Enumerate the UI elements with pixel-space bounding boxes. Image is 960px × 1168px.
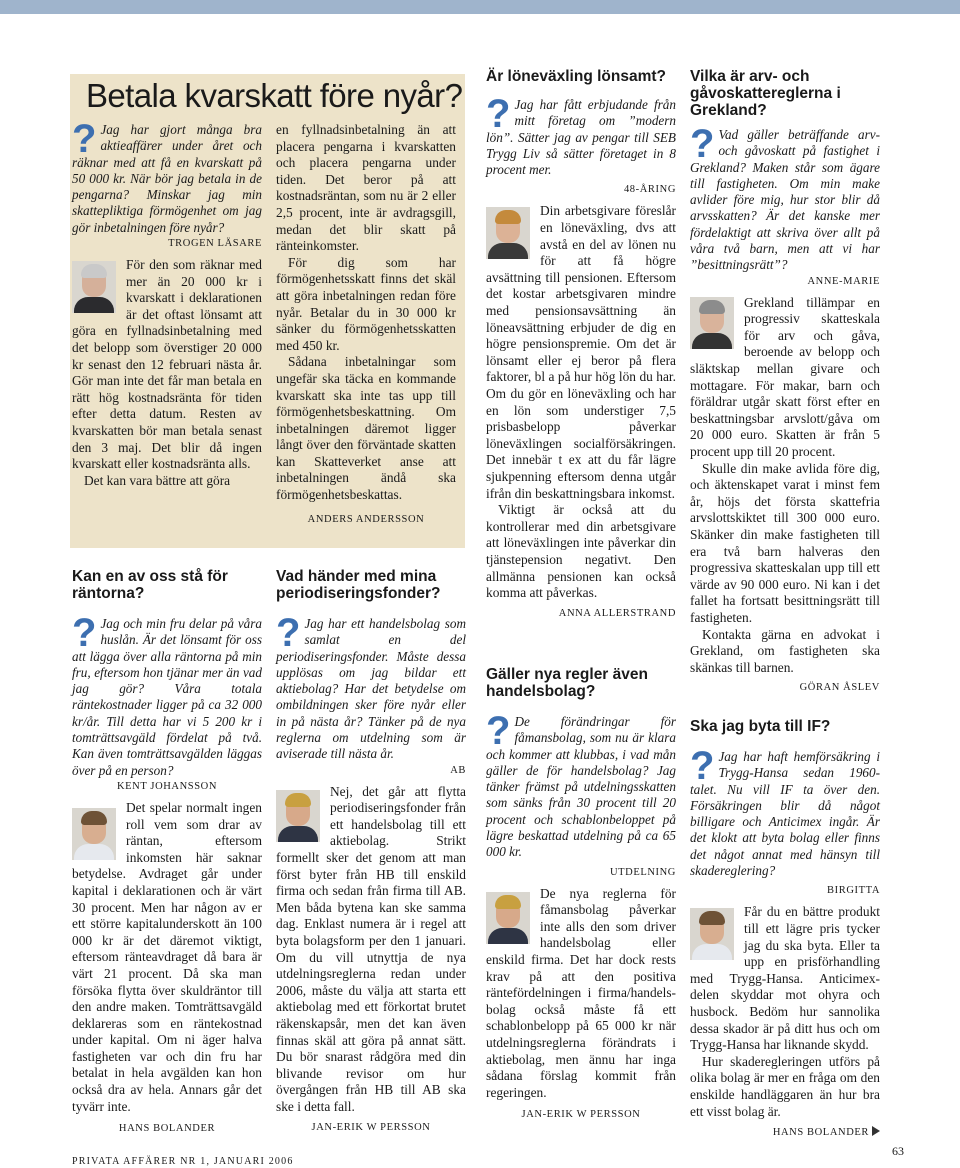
article-3-answer: Nej, det går att flytta periodiseringsfonder från ett handelsbolag till ett aktiebolag. Strikt formellt sker det genom att man först byter från HB till enskild firma och sedan från firma till AB. Men båda bytena kan ske samma dag. Enklast numera är i regel att byta bolagsform per den 1 januari. Om du vill utnyttja de nya utdelningsreglerna redan under 2006, måste du välja att starta ett aktiebolag med ett förkortat brutet räkenskapsår, men det kan även finnas skäl att göra på annat sätt. Du bör snarast rådgöra med din blivande revisor om hur övergången från HB till AB ska ske i detta fall. <box>276 783 466 1114</box>
expert-portrait-photo <box>486 207 530 259</box>
article-5-question: ? De förändringar för fåmansbolag, som nu är klara och kommer att klubbas, i vad mån gäller de för handelsbolag? Jag tänker främst på utdelningsskatten som sänks från 30 procent till 20 procent och schablonbeloppet på lägre beskattad utdelning på ca 65 000 kr. <box>486 709 676 860</box>
article-7-author-name: HANS BOLANDER <box>772 1127 869 1139</box>
article-4 <box>486 68 676 627</box>
article-3-question: ? Jag har ett handelsbolag som samlat en del periodiseringsfonder. Måste dessa upplösas om jag bildar ett aktiebolag? Har det betydelse om ombildningen sker före nyår eller in på nästa år? Tänker på de nya reglerna om utdelning som är aviserade till nästa år. <box>276 611 466 762</box>
article-5-asker: UTDELNING <box>609 866 676 878</box>
article-1-question: ? Jag har gjort många bra aktieaffärer under året och räknar med att få en kvarskatt på 50 000 kr. När bör jag betala in de pengarna? Minskar jag min skattepliktiga förmögenhet om jag gör inbetalningen före nyår? <box>72 117 262 235</box>
top-color-bar <box>0 0 960 14</box>
article-1-answer-b: Det kan vara bättre att göra <box>84 472 231 488</box>
expert-portrait-photo <box>276 790 320 842</box>
article-5-author: JAN-ERIK W PERSSON <box>521 1109 641 1121</box>
question-mark-icon: ? <box>486 709 511 753</box>
article-2 <box>72 568 262 1142</box>
article-6-answer-c: Kontakta gärna en advokat i Grekland, om fastigheten ska skänkas till barnen. <box>690 626 880 675</box>
article-4-heading: Är löneväxling lönsamt? <box>486 68 667 85</box>
article-7-asker: BIRGITTA <box>827 885 880 897</box>
question-mark-icon: ? <box>276 611 301 655</box>
expert-portrait-photo <box>690 297 734 349</box>
article-1-col-a <box>72 117 262 489</box>
article-4-answer-a: Din arbetsgivare föreslår en löneväxling, dvs att avstå en del av lönen nu för att få högre avsättning till pensionen. Eftersom det kostar arbetsgivaren mindre med pensionsavsättning än löneavsättning erbjuder de dig en högre pensionspremie. Om det är lönsamt eller ej beror på flera faktorer, bl a på hur hög lön du har. Om du gör en löneväxling och har en lön som understiger 7,5 prisbasbelopp påverkar löneväxlingen socialförsäkringen. Det innebär t ex att du får lägre sjukpenning eftersom denna utgår ifrån din beskattningsbara inkomst. <box>486 203 676 501</box>
article-4-question: ? Jag har fått erbjudande från mitt företag om ”modern lön”. Sätter jag av pengar till SEB Trygg Liv så sätter företaget in 8 procent mer. <box>486 92 676 178</box>
article-6-author: GÖRAN ÅSLEV <box>799 682 880 694</box>
expert-portrait-photo <box>486 892 530 944</box>
article-2-answer: Det spelar normalt ingen roll vem som drar av räntan, eftersom inkomsten här saknar betydelse. Avdraget går under kapital i deklarationen och är värt 30 procent. Men har någon av er ett större kapitalunderskott än 100 000 kr är det däremot viktigt, eftersom ränteavdraget då bara är värt 21 procent. Då ska man försöka flytta över skuldräntor till den andre maken. Tomträttsavgäld deklareras som en räntekostnad under kapital. Om ni äger halva fastigheten var och din fru har betalat in hela avgälden kan hon också dra av hela. Annars går det tyvärr inte. <box>72 799 262 1114</box>
article-4-answer-b: Viktigt är också att du kontrollerar med din arbetsgivare att löneväxlingen inte påverkar din tjänstepension negativt. Den allmänna pensionen kan också komma att påverkas. <box>486 502 676 601</box>
article-1-answer-a: För den som räknar med mer än 20 000 kr i kvarskatt i deklarationen är det oftast lönsamt att göra en fyllnadsinbetalning med det belopp som överstiger 20 000 kr senast den 12 februari nästa år. Gör man inte det får man betala en rätt hög kostnadsränta för tiden efter detta datum. Resten av kvarskatten bör man betala senast den 3 maj. Det blir då ingen kvarskatt eller kostnadsränta alls. <box>72 257 262 472</box>
article-2-question: ? Jag och min fru delar på våra huslån. Är det lönsamt för oss att lägga över alla räntorna på min fru, eftersom hon tjänar mer än vad jag gör? Våra totala räntekostnader ligger på ca 32 000 kr/år. Till detta har vi 5 200 kr i tomträttsavgäld fördelat på två. Kan även tomträttsavgälden läggas över på en person? <box>72 611 262 778</box>
article-7-answer-a: Får du en bättre produkt till ett lägre pris tycker jag du ska byta. Eller ta upp en prisförhandling med Trygg-Hansa. Anticimex-delen skyddar mot ohyra och husbock. Bedöm hur sannolika dessa skador är på ditt hus och om Trygg-Hansa har liknande skydd. <box>690 904 880 1053</box>
question-mark-icon: ? <box>690 122 715 166</box>
article-7-question: ? Jag har haft hemförsäkring i Trygg-Hansa sedan 1960-talet. Nu vill IF ta över den. Försäkringen blir då något billigare och Anticimex ingår. Är det klokt att byta bolag eller finns det något annat med hänsyn till skadereglering? <box>690 744 880 879</box>
page-number: 63 <box>892 1144 904 1158</box>
question-mark-icon: ? <box>486 92 511 136</box>
page-title: Betala kvarskatt före nyår? <box>86 77 463 114</box>
article-1-author: ANDERS ANDERSSON <box>307 513 425 525</box>
expert-portrait-photo <box>690 908 734 960</box>
article-1-answer-e: Sådana inbetalningar som ungefär ska täcka en kommande kvarskatt ska inte tas upp till förmögenhetsbeskattning. Om inbetalningen däremot ligger långt över den förväntade skatten kan Skatteverket anse att inbetalningen ändå ska förmögenhetsbeskattas. <box>276 354 456 503</box>
article-7-heading: Ska jag byta till IF? <box>690 718 831 735</box>
publication-footer: PRIVATA AFFÄRER NR 1, JANUARI 2006 <box>72 1156 294 1167</box>
article-4-author: ANNA ALLERSTRAND <box>558 607 676 619</box>
article-1-answer-d: För dig som har förmögenhetsskatt finns det skäl att göra inbetalningen redan före nyår. Betalar du in 30 000 kr sänker du förmögenhetsskatten med 450 kr. <box>276 254 456 353</box>
question-mark-icon: ? <box>72 117 97 161</box>
article-5-heading: Gäller nya regler även handelsbolag? <box>486 666 648 700</box>
question-mark-icon: ? <box>72 611 97 655</box>
article-7-answer-b: Hur skaderegleringen utförs på olika bolag är mer en fråga om den enskilde handläggaren än hur bra ett visst bolag är. <box>690 1053 880 1119</box>
article-2-heading: Kan en av oss stå för räntorna? <box>72 568 228 602</box>
article-2-asker: KENT JOHANSSON <box>116 780 218 792</box>
article-4-asker: 48-ÅRING <box>623 184 676 196</box>
article-1-answer-c: en fyllnadsinbetalning än att placera pengarna i kvarskatten och placera pengarna under tiden. Det beror på att kostnadsräntan, som nu är 2 eller 2,5 procent, inte är avdragsgill, medan det blir skatt på ränteinkomster. <box>276 122 456 254</box>
article-7-author <box>690 1126 880 1138</box>
expert-portrait-photo <box>72 261 116 313</box>
end-mark-icon <box>872 1126 880 1136</box>
article-6-heading: Vilka är arv- och gåvoskattereglerna i Grekland? <box>690 68 841 119</box>
article-6-asker: ANNE-MARIE <box>807 275 880 287</box>
article-3-heading: Vad händer med mina periodiseringsfonder? <box>276 568 441 602</box>
article-1-col-b <box>276 122 456 533</box>
article-6-answer-a: Grekland tillämpar en progressiv skatteskala för arv och gåva, beroende av belopp och släktskap mellan givare och mottagare. För makar, barn och föräldrar utgår skatt först efter en beskattningsbar arvslott/gåva om 20 000 euro. Skatten är från 5 procent upp till 20 procent. <box>690 294 880 460</box>
article-2-author: HANS BOLANDER <box>118 1123 216 1135</box>
article-3-asker: AB <box>450 764 466 776</box>
article-7 <box>690 718 880 1146</box>
article-5 <box>486 666 676 1128</box>
article-6-answer-b: Skulle din make avlida före dig, och äktenskapet varat i minst fem år, höjs det första skattefria arvslottskiktet till 300 000 euro. Skänker din make fastigheten till era två barn halveras den progressiva skatteskalan upp till ett värde av 90 000 euro. Ni kan i det fallet ha fortsatt besittningsrätt till fastigheten. <box>690 460 880 625</box>
article-3-author: JAN-ERIK W PERSSON <box>311 1121 431 1133</box>
question-mark-icon: ? <box>690 744 715 788</box>
expert-portrait-photo <box>72 808 116 860</box>
article-6 <box>690 68 880 701</box>
article-3 <box>276 568 466 1141</box>
article-6-question: ? Vad gäller beträffande arv- och gåvoskatt på fastighet i Grekland? Maken står som ägare till fastigheten. Om min make avlider före mig, hur stor blir då arvsskatten? Är det kanske mer fördelaktigt att skriva över allt på våra två barn, men att vi har ”besittningsrätt”? <box>690 122 880 273</box>
article-5-answer: De nya reglerna för fåmansbolag påverkar inte alls den som driver handelsbolag eller enskild firma. Det har dock rests krav på att den positiva räntefördelningen i firma/handels-bolag också måste få ett schablonbelopp på 65 000 kr när utdelningsreglerna förändrats i aktiebolag, men ännu har inga sådana förslag kommit från regeringen. <box>486 885 676 1100</box>
article-1-asker: TROGEN LÄSARE <box>168 238 262 250</box>
